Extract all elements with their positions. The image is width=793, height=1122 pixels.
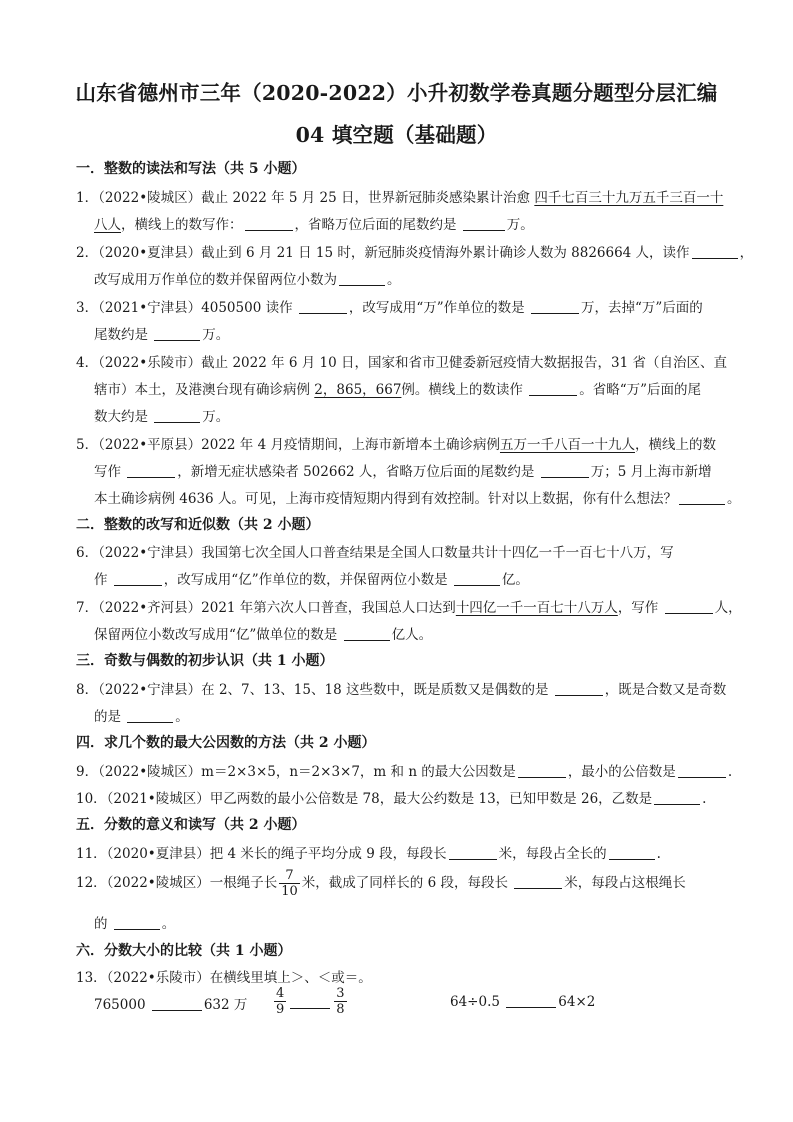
answer-blank[interactable]: [454, 571, 500, 586]
answer-blank[interactable]: [531, 299, 579, 314]
question-8: 8．（2022•宁津县）在 2、7、13、15、18 这些数中，既是质数又是偶数的是 ，既是合数又是奇数: [76, 682, 727, 698]
answer-blank[interactable]: [127, 708, 173, 723]
underlined-number-text: 五万一千八百一十九人: [499, 437, 635, 453]
section-heading-3: 三．奇数与偶数的初步认识（共 1 小题）: [76, 653, 334, 669]
question-8-cont: 的是 。: [94, 709, 189, 725]
answer-blank[interactable]: [290, 994, 330, 1009]
fraction-left: $\frac{4}{9}$: [276, 986, 285, 1017]
answer-blank[interactable]: [299, 299, 347, 314]
fraction-right: $\frac{3}{8}$: [336, 986, 345, 1017]
question-3: 3．（2021•宁津县）4050500 读作 ，改写成用“万”作单位的数是 万，去掉“万”后面的: [76, 300, 703, 316]
answer-blank[interactable]: [463, 216, 505, 231]
question-4: 4．（2022•乐陵市）截止 2022 年 6 月 10 日，国家和省市卫健委新冠疫情大数据报告，31 省（自治区、直: [76, 355, 727, 371]
section-heading-4: 四．求几个数的最大公因数的方法（共 2 小题）: [76, 735, 376, 751]
question-2-cont: 改写成用万作单位的数并保留两位小数为 。: [94, 272, 401, 288]
answer-blank[interactable]: [154, 326, 200, 341]
answer-blank[interactable]: [449, 845, 497, 860]
answer-blank[interactable]: [555, 681, 603, 696]
question-9: 9．（2022•陵城区）m＝2×3×5，n＝2×3×7，m 和 n 的最大公因数是 ，最小的公倍数是 .: [76, 764, 733, 780]
answer-blank[interactable]: [339, 271, 385, 286]
page-subtitle: 04 填空题（基础题）: [295, 123, 498, 147]
question-4-cont2: 数大约是 万。: [94, 409, 230, 425]
answer-blank[interactable]: [114, 571, 162, 586]
answer-blank[interactable]: [344, 626, 390, 641]
answer-blank[interactable]: [609, 845, 655, 860]
question-7: 7．（2022•齐河县）2021 年第六次人口普查，我国总人口达到十四亿一千一百七十八万人，写作 人，: [76, 600, 742, 616]
section-heading-6: 六．分数大小的比较（共 1 小题）: [76, 943, 292, 959]
underlined-number-text: 十四亿一千一百七十八万人: [455, 600, 618, 616]
answer-blank[interactable]: [514, 874, 562, 889]
question-2: 2．（2020•夏津县）截止到 6 月 21 日 15 时，新冠肺炎疫情海外累计确诊人数为 8826664 人，读作 ，: [76, 245, 754, 261]
answer-blank[interactable]: [654, 790, 700, 805]
question-4-cont: 辖市）本土，及港澳台现有确诊病例 2，865，667例。横线上的数读作 。省略“万”后面的尾: [94, 382, 702, 398]
question-7-cont: 保留两位小数改写成用“亿”做单位的数是 亿人。: [94, 627, 433, 643]
question-6-cont: 作 ，改写成用“亿”作单位的数，并保留两位小数是 亿。: [94, 572, 529, 588]
section-heading-5: 五．分数的意义和读写（共 2 小题）: [76, 817, 306, 833]
question-10: 10．（2021•陵城区）甲乙两数的最小公倍数是 78，最大公约数是 13，已知甲数是 26，乙数是 .: [76, 791, 707, 807]
question-6: 6．（2022•宁津县）我国第七次全国人口普查结果是全国人口数量共计十四亿一千一百七十八万，写: [76, 545, 674, 561]
answer-blank[interactable]: [665, 599, 713, 614]
question-1-cont: 八人，横线上的数写作： ，省略万位后面的尾数约是 万。: [94, 217, 534, 233]
answer-blank[interactable]: [506, 993, 556, 1008]
underlined-number-text: 四千七百三十九万五千三百一十: [534, 190, 724, 206]
answer-blank[interactable]: [152, 996, 202, 1011]
question-1: 1．（2022•陵城区）截止 2022 年 5 月 25 日，世界新冠肺炎感染累计治愈 四千七百三十九万五千三百一十: [76, 190, 724, 206]
question-5-cont: 写作 ，新增无症状感染者 502662 人，省略万位后面的尾数约是 万；5 月上海市新增: [94, 464, 712, 480]
question-12-cont: 的 。: [94, 916, 176, 932]
answer-blank[interactable]: [679, 490, 725, 505]
answer-blank[interactable]: [518, 763, 566, 778]
answer-blank[interactable]: [245, 216, 293, 231]
question-12: 12．（2022•陵城区）一根绳子长 $\frac{7}{10}$ 米，截成了同样长的 6 段，每段长 米，每段占这根绳长: [76, 868, 686, 899]
fraction: $\frac{7}{10}$: [281, 868, 298, 899]
comparison-1: 765000 632 万: [94, 997, 248, 1013]
answer-blank[interactable]: [692, 244, 738, 259]
section-heading-2: 二．整数的改写和近似数（共 2 小题）: [76, 517, 320, 533]
answer-blank[interactable]: [678, 763, 726, 778]
section-heading-1: 一．整数的读法和写法（共 5 小题）: [76, 161, 306, 177]
underlined-number: 2，865，667: [314, 382, 402, 398]
comparison-2: [272, 986, 349, 1017]
comparison-3: 64÷0.5 64×2: [450, 994, 596, 1010]
answer-blank[interactable]: [154, 408, 200, 423]
question-5: 5．（2022•平原县）2022 年 4 月疫情期间，上海市新增本土确诊病例五万一千八百一十九人，横线上的数: [76, 437, 716, 453]
answer-blank[interactable]: [541, 463, 589, 478]
question-5-cont2: 本土确诊病例 4636 人。可见，上海市疫情短期内得到有效控制。针对以上数据，你有什么想法？ 。: [94, 491, 741, 507]
answer-blank[interactable]: [529, 381, 577, 396]
page-title: 山东省德州市三年（2020-2022）小升初数学卷真题分题型分层汇编: [75, 81, 718, 105]
question-13: 13．（2022•乐陵市）在横线里填上＞、＜或＝。: [76, 970, 372, 986]
answer-blank[interactable]: [127, 463, 175, 478]
question-3-cont: 尾数约是 万。: [94, 327, 230, 343]
question-11: 11．（2020•夏津县）把 4 米长的绳子平均分成 9 段，每段长 米，每段占全长的 .: [76, 846, 661, 862]
answer-blank[interactable]: [114, 915, 160, 930]
